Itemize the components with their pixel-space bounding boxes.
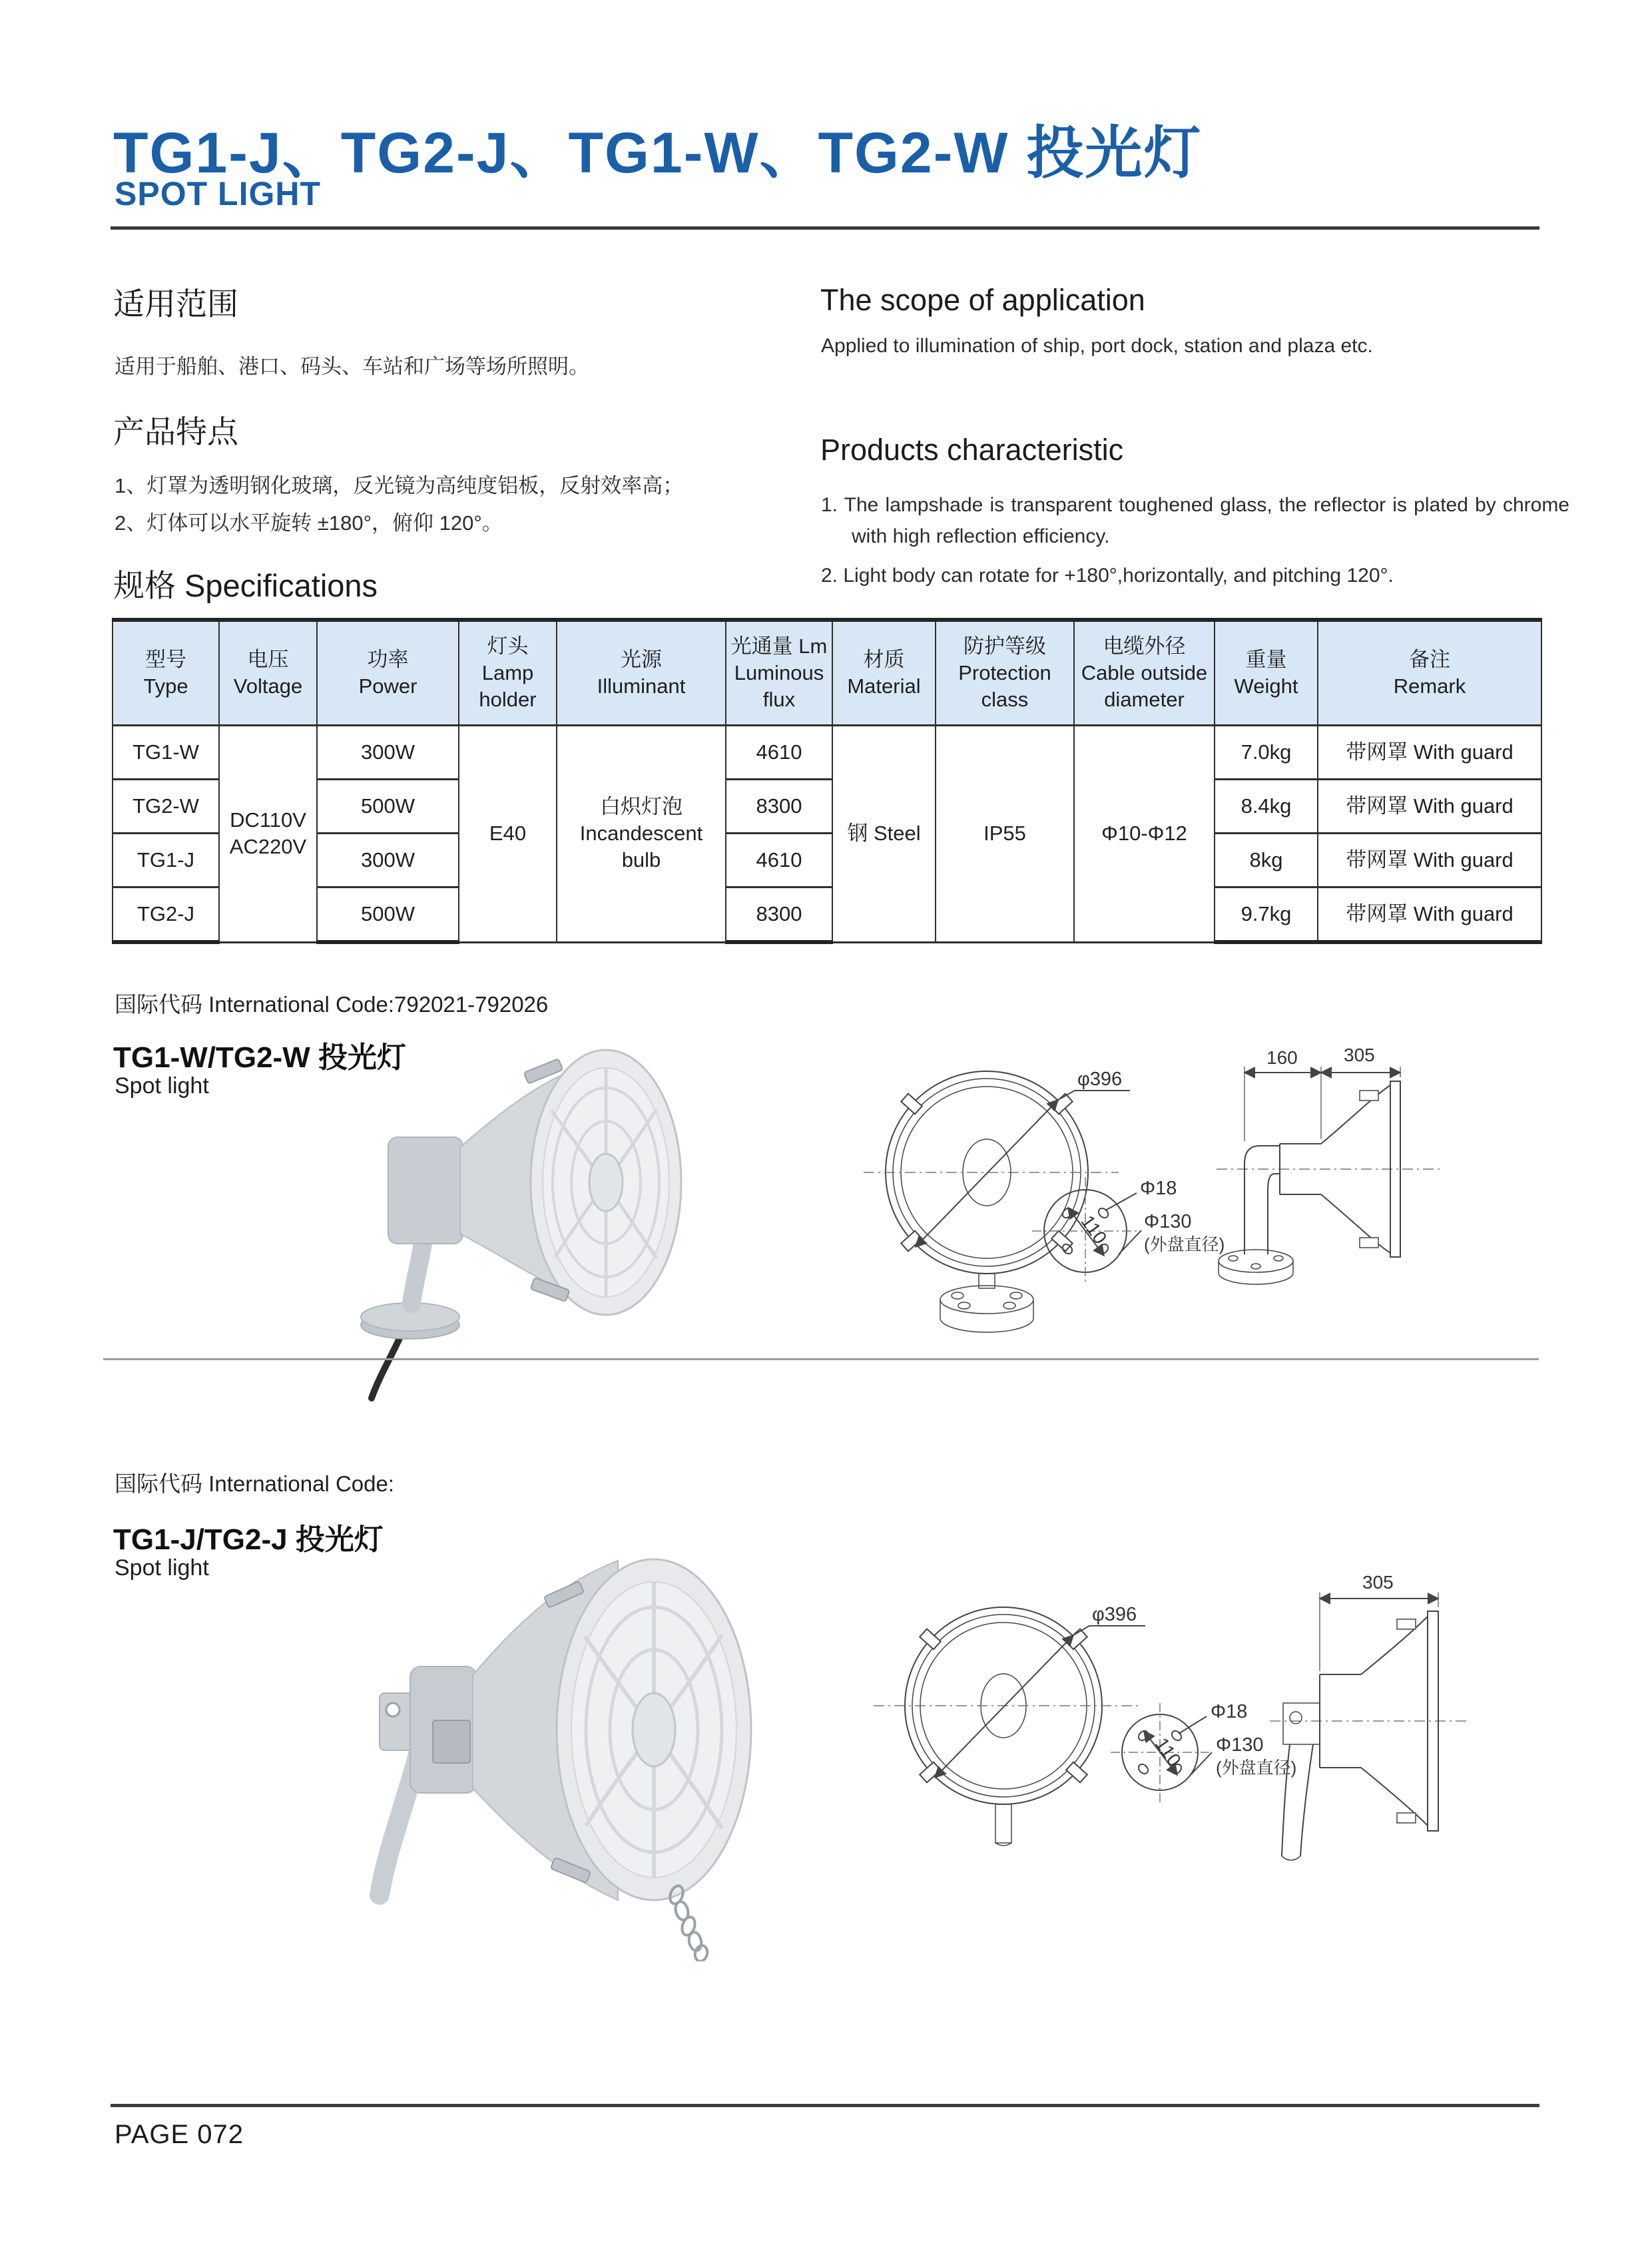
rear-body <box>388 1137 463 1244</box>
table-row <box>113 726 1541 780</box>
cell-power: 300W <box>317 834 459 887</box>
front-view <box>874 1607 1145 1846</box>
technical-drawing-tg-w <box>854 1036 1599 1334</box>
cell-protection: IP55 <box>936 726 1074 943</box>
spec-table-wrap <box>112 618 1542 944</box>
cell-power: 500W <box>317 887 459 943</box>
cell-flux: 8300 <box>726 780 832 834</box>
features-cn-item-1: 1、灯罩为透明钢化玻璃，反光镜为高纯度铝板，反射效率高； <box>115 474 684 497</box>
header-divider <box>111 226 1539 230</box>
product-photo-spotlight-j <box>280 1530 786 1961</box>
spec-header-row <box>113 620 1541 726</box>
table-row <box>113 834 1541 887</box>
cell-remark: 带网罩 With guard <box>1318 726 1541 780</box>
cell-flux: 4610 <box>726 726 832 780</box>
footer-divider <box>111 2104 1539 2107</box>
features-en-item-1: 1. The lampshade is transparent toughened glass, the reflector is plated by chrome with high reflection efficiency. <box>821 494 1569 547</box>
page-title: TG1-J、TG2-J、TG1-W、TG2-W 投光灯 <box>113 121 1203 185</box>
scope-cn-heading: 适用范围 <box>113 286 238 322</box>
front-diameter-label: φ396 <box>1077 1069 1123 1090</box>
cell-flux: 8300 <box>726 887 832 943</box>
col-weight: 重量 Weight <box>1215 620 1318 726</box>
bolt-circle-label: 110 <box>1077 1211 1111 1248</box>
technical-drawing-tg-j <box>854 1551 1606 1869</box>
international-code-2: 国际代码 International Code: <box>115 1471 395 1496</box>
section-divider <box>103 1358 1539 1360</box>
cell-type: TG2-J <box>113 887 219 943</box>
cell-flux: 4610 <box>726 834 832 887</box>
col-protection: 防护等级 Protection class <box>936 620 1074 726</box>
spec-table <box>112 618 1542 944</box>
cell-weight: 8.4kg <box>1215 780 1318 834</box>
cell-voltage: DC110V AC220V <box>219 726 317 943</box>
col-cable-diameter: 电缆外径 Cable outside diameter <box>1074 620 1215 726</box>
flange-note-label: (外盘直径) <box>1216 1758 1297 1778</box>
page-number: PAGE 072 <box>115 2120 244 2149</box>
cell-type: TG2-W <box>113 780 219 834</box>
col-illuminant: 光源 Illuminant <box>557 620 726 726</box>
dim-305-label: 305 <box>1344 1045 1375 1065</box>
features-en-heading: Products characteristic <box>820 433 1124 467</box>
col-lamp-holder: 灯头 Lamp holder <box>459 620 557 726</box>
scope-cn-body: 适用于船舶、港口、码头、车站和广场等场所照明。 <box>115 355 589 378</box>
cell-material: 钢 Steel <box>832 726 936 943</box>
mount-lug <box>380 1693 414 1750</box>
cell-type: TG1-W <box>113 726 219 780</box>
dim-305-label: 305 <box>1362 1572 1394 1593</box>
model-name-2: TG1-J/TG2-J 投光灯 <box>113 1523 384 1556</box>
cell-remark: 带网罩 With guard <box>1318 834 1541 887</box>
specs-heading: 规格 Specifications <box>113 568 378 603</box>
col-type: 型号 Type <box>113 620 219 726</box>
model-name-1: TG1-W/TG2-W 投光灯 <box>113 1041 406 1074</box>
page-subtitle: SPOT LIGHT <box>115 175 321 212</box>
front-diameter-label: φ396 <box>1092 1604 1137 1625</box>
front-view <box>864 1071 1130 1332</box>
flange-dia-label: Φ130 <box>1144 1211 1192 1232</box>
col-power: 功率 Power <box>317 620 459 726</box>
features-cn-item-2: 2、灯体可以水平旋转 ±180°，俯仰 120°。 <box>115 511 503 535</box>
cell-remark: 带网罩 With guard <box>1318 887 1541 943</box>
flange-dia-label: Φ130 <box>1216 1734 1264 1756</box>
cell-type: TG1-J <box>113 834 219 887</box>
hole-label: Φ18 <box>1211 1701 1248 1722</box>
dim-160-label: 160 <box>1266 1047 1298 1068</box>
model-sub-2: Spot light <box>115 1555 209 1581</box>
col-remark: 备注 Remark <box>1318 620 1541 726</box>
table-row <box>113 780 1541 834</box>
cell-illuminant: 白炽灯泡 Incandescent bulb <box>557 726 726 943</box>
features-cn-heading: 产品特点 <box>113 414 238 449</box>
table-row <box>113 887 1541 943</box>
cell-power: 500W <box>317 780 459 834</box>
hole-label: Φ18 <box>1140 1178 1177 1199</box>
cell-weight: 9.7kg <box>1215 887 1318 943</box>
col-material: 材质 Material <box>832 620 936 726</box>
bolt-circle-label: 110 <box>1151 1734 1185 1770</box>
model-sub-1: Spot light <box>115 1073 209 1099</box>
side-view <box>1217 1067 1440 1284</box>
guard-hub <box>633 1693 675 1766</box>
cell-weight: 8kg <box>1215 834 1318 887</box>
scope-en-heading: The scope of application <box>820 283 1145 317</box>
col-voltage: 电压 Voltage <box>219 620 317 726</box>
nameplate <box>433 1720 470 1763</box>
cell-power: 300W <box>317 726 459 780</box>
cell-cable: Φ10-Φ12 <box>1074 726 1215 943</box>
guard-hub <box>589 1154 623 1211</box>
cell-lamp-holder: E40 <box>459 726 557 943</box>
col-luminous-flux: 光通量 Lm Luminous flux <box>726 620 832 726</box>
scope-en-body: Applied to illumination of ship, port dock, station and plaza etc. <box>821 335 1373 357</box>
product-photo-spotlight-w <box>325 1024 698 1407</box>
flange-note-label: (外盘直径) <box>1144 1234 1225 1254</box>
cell-remark: 带网罩 With guard <box>1318 780 1541 834</box>
side-view <box>1270 1593 1470 1860</box>
features-en-item-2: 2. Light body can rotate for +180°,horizontally, and pitching 120°. <box>821 565 1394 587</box>
cell-weight: 7.0kg <box>1215 726 1318 780</box>
international-code-1: 国际代码 International Code:792021-792026 <box>115 992 549 1017</box>
